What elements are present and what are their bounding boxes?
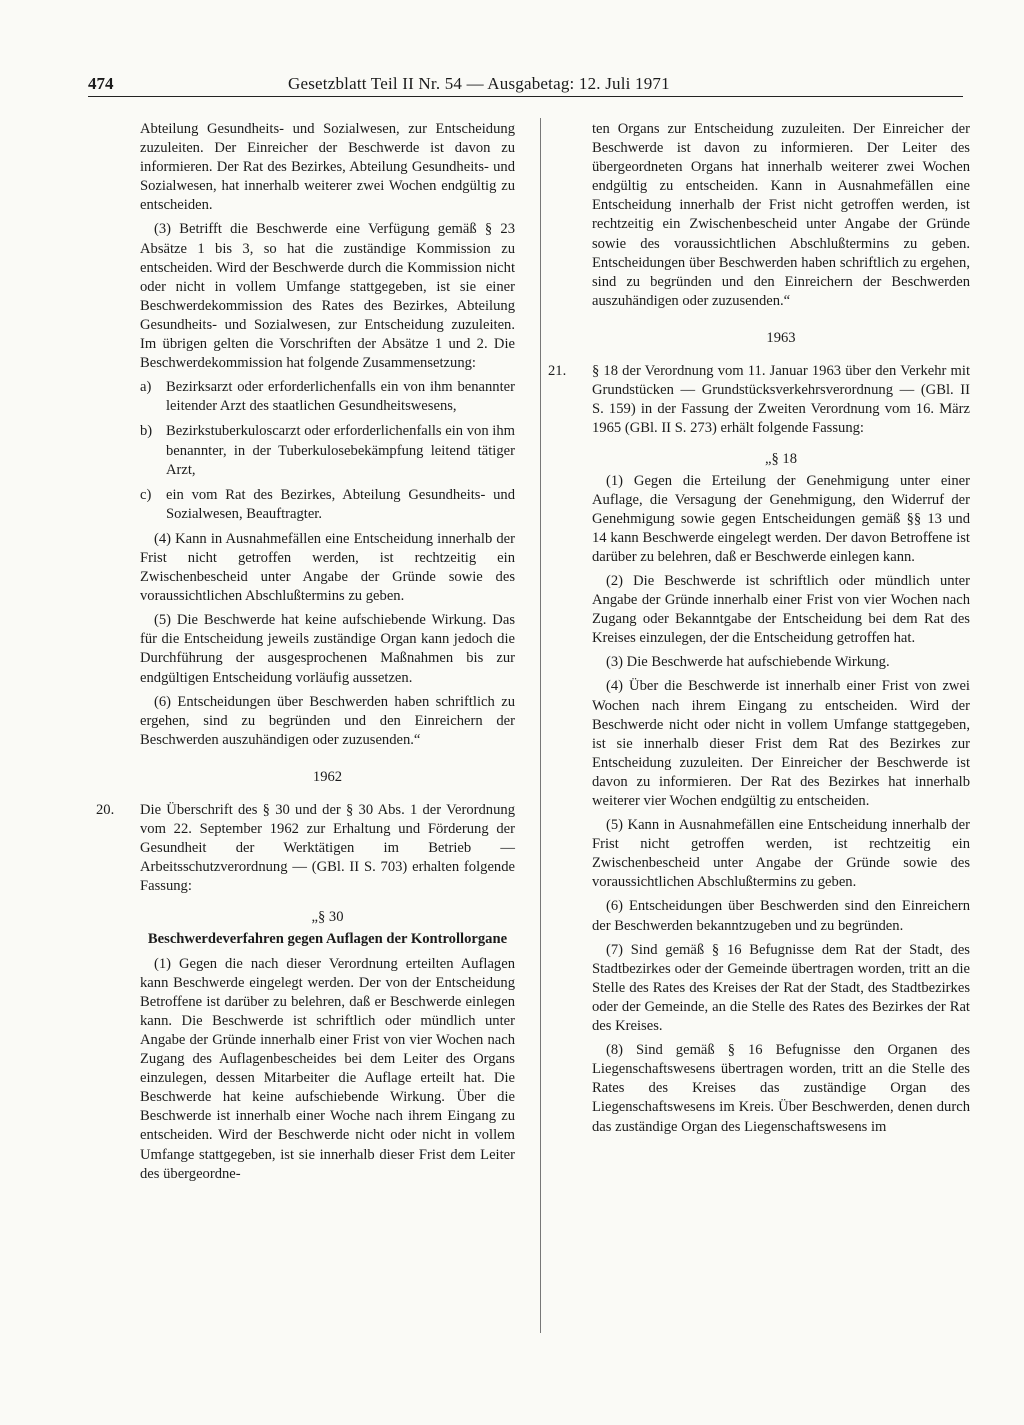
right-paragraph-7: (7) Sind gemäß § 16 Befugnisse dem Rat der Stadt, des Stadtbezirkes oder der Gemeinde übertragen worden, tritt an die Stelle des Rates des Kreises der Rat der Stadt, des Stadtbezirkes oder der Gemeinde, an die Stelle des Rates des Bezirkes der Rat des Kreises.: [592, 941, 970, 1035]
item-number: 21.: [548, 363, 567, 380]
page-number: 474: [88, 74, 114, 93]
list-label: b): [140, 423, 153, 440]
year-heading-1962: 1962: [312, 768, 343, 785]
list-text: Bezirkstuberkuloscarzt oder erforderlichenfalls ein von ihm benannter, in der Tuberkulosebekämpfung leitend tätiger Arzt,: [166, 423, 515, 478]
left-paragraph-4: (4) Kann in Ausnahmefällen eine Entscheidung innerhalb der Frist nicht getroffen werden, ist rechtzeitig ein Zwischenbescheid unter Angabe der Gründe sowie des voraussichtlichen Abschlußtermins zu geben.: [140, 530, 515, 605]
item-20-text: Die Überschrift des § 30 und der § 30 Abs. 1 der Verordnung vom 22. September 1962 zur Erhaltung und Förderung der Gesundheit der Werktätigen im Betrieb — Arbeitsschutzverordnung — (GBl. II S. 703) erhalten folgende Fassung:: [140, 802, 515, 895]
right-paragraph-continued: ten Organs zur Entscheidung zuzuleiten. Der Einreicher der Beschwerde ist davon zu informieren. Der Leiter des übergeordneten Organs hat innerhalb weiterer zwei Wochen endgültig zu entscheiden. Kann in Ausnahmefällen eine Entscheidung innerhalb der Frist nicht getroffen werden, ist rechtzeitig ein Zwischenbescheid unter Angabe der Gründe sowie des voraussichtlichen Abschlußtermins zu geben. Entscheidungen über Beschwerden haben schriftlich zu ergehen, sind zu begründen und den Einreichern der Beschwerden auszuhändigen oder zuzusenden.“: [592, 121, 970, 309]
item-20: [96, 801, 515, 896]
right-paragraph-8: (8) Sind gemäß § 16 Befugnisse den Organen des Liegenschaftswesens übertragen worden, tritt an die Stelle des Rates des Kreises das zuständige Organ des Liegenschaftswesens im Kreis. Über Beschwerden, denen durch das zuständige Organ des Liegenschaftswesens im: [592, 1042, 970, 1135]
column-divider: [540, 118, 541, 1333]
right-paragraph-1: (1) Gegen die Erteilung der Genehmigung unter einer Auflage, die Versagung der Genehmigung, den Widerruf der Genehmigung sowie gegen Entscheidungen gemäß §§ 13 und 14 kann Beschwerde eingelegt werden. Der davon Betroffene ist darüber zu belehren, daß er Beschwerde einlegen kann.: [592, 472, 970, 565]
paragraph-sign: „§ 30: [311, 909, 344, 926]
left-paragraph-continued: Abteilung Gesundheits- und Sozialwesen, zur Entscheidung zuzuleiten. Der Einreicher der Beschwerde ist davon zu informieren. Der Rat des Bezirkes, Abteilung Gesundheits- und Sozialwesen, hat innerhalb weiterer zwei Wochen endgültig zu entscheiden.: [140, 121, 515, 214]
right-paragraph-2: (2) Die Beschwerde ist schriftlich oder mündlich unter Angabe der Gründe innerhalb einer Frist von vier Wochen nach Zugang oder Bekanntgabe der Entscheidung bei dem Rat des Kreises einzulegen, der die Entscheidung getroffen hat.: [592, 572, 970, 647]
list-text: ein vom Rat des Bezirkes, Abteilung Gesundheits- und Sozialwesen, Beauftragter.: [166, 486, 515, 522]
item-21: [548, 362, 970, 438]
left-paragraph-3: (3) Betrifft die Beschwerde eine Verfügung gemäß § 23 Absätze 1 bis 3, so hat die zuständige Kommission zu entscheiden. Wird der Beschwerde durch die Kommission nicht oder nicht in vollem Umfange stattgegeben, ist sie einer Beschwerdekommission des Rates des Bezirkes, Abteilung Gesundheits- und Sozialwesen, zur Entscheidung zuzuleiten. Im übrigen gelten die Vorschriften der Absätze 1 und 2. Die Beschwerdekommission hat folgende Zusammensetzung:: [140, 221, 515, 372]
list-item-c: [140, 486, 515, 524]
right-paragraph-3: (3) Die Beschwerde hat aufschiebende Wirkung.: [606, 654, 890, 671]
left-paragraph-5: (5) Die Beschwerde hat keine aufschiebende Wirkung. Das für die Entscheidung jeweils zuständige Organ kann jedoch die Durchführung der ausgesprochenen Maßnahmen bis zur endgültigen Entscheidung vorläufig aussetzen.: [140, 612, 515, 686]
right-column: [548, 120, 970, 1142]
list-label: a): [140, 379, 152, 396]
section-heading: Beschwerdeverfahren gegen Auflagen der Kontrollorgane: [147, 930, 508, 947]
item-number: 20.: [96, 802, 115, 818]
list-label: c): [140, 486, 152, 503]
left-paragraph-6: (6) Entscheidungen über Beschwerden haben schriftlich zu ergehen, sind zu begründen und den Einreichern der Beschwerden auszuhändigen oder zuzusenden.“: [140, 693, 515, 748]
list-item-b: [140, 422, 515, 479]
right-paragraph-5: (5) Kann in Ausnahmefällen eine Entscheidung innerhalb der Frist nicht getroffen werden, ist rechtzeitig ein Zwischenbescheid unter Angabe der Gründe sowie des voraussichtlichen Abschlußtermins zu geben.: [592, 817, 970, 891]
list-text: Bezirksarzt oder erforderlichenfalls ein von ihm benannter leitender Arzt des staatlichen Gesundheitswesens,: [166, 379, 515, 415]
list-item-a: [140, 378, 515, 416]
year-heading-1963: 1963: [766, 329, 796, 346]
paragraph-sign: „§ 18: [764, 451, 798, 468]
right-paragraph-4: (4) Über die Beschwerde ist innerhalb einer Frist von zwei Wochen nach ihrem Eingang zu entscheiden. Wird der Beschwerde nicht oder nicht in vollem Umfange stattgegeben, ist sie innerhalb dieser Frist dem Rat des Bezirkes zur Entscheidung zuzuleiten. Der Einreicher der Beschwerde ist davon zu informieren. Der Rat des Bezirkes hat innerhalb weiterer vier Wochen endgültig zu entscheiden.: [592, 678, 970, 809]
left-paragraph-1: (1) Gegen die nach dieser Verordnung erteilten Auflagen kann Beschwerde eingelegt werden. Der von der Entscheidung Betroffene ist darüber zu belehren, daß er Beschwerde einlegen kann. Die Beschwerde ist schriftlich oder mündlich unter Angabe der Gründe innerhalb einer Frist von vier Wochen nach Zugang des Auflagenbescheides bei dem Leiter des Organs einzulegen, dessen Mitarbeiter die Auflage erteilt hat. Die Beschwerde hat keine aufschiebende Wirkung. Über die Beschwerde ist innerhalb einer Woche nach ihrem Eingang zu entscheiden. Wird der Beschwerde nicht oder nicht in vollem Umfange stattgegeben, ist sie innerhalb dieser Frist dem Leiter des übergeordne-: [140, 955, 515, 1182]
right-paragraph-6: (6) Entscheidungen über Beschwerden sind den Einreichern der Beschwerden bekanntzugeben und zu begründen.: [592, 898, 970, 934]
left-column: [96, 120, 515, 1189]
running-head: Gesetzblatt Teil II Nr. 54 — Ausgabetag: 12. Juli 1971: [288, 74, 670, 93]
page-header: [88, 74, 963, 97]
item-21-text: § 18 der Verordnung vom 11. Januar 1963 über den Verkehr mit Grundstücken — Grundstücksverkehrsverordnung — (GBl. II S. 159) in der Fassung der Zweiten Verordnung vom 16. März 1965 (GBl. II S. 273) erhält folgende Fassung:: [592, 363, 970, 437]
